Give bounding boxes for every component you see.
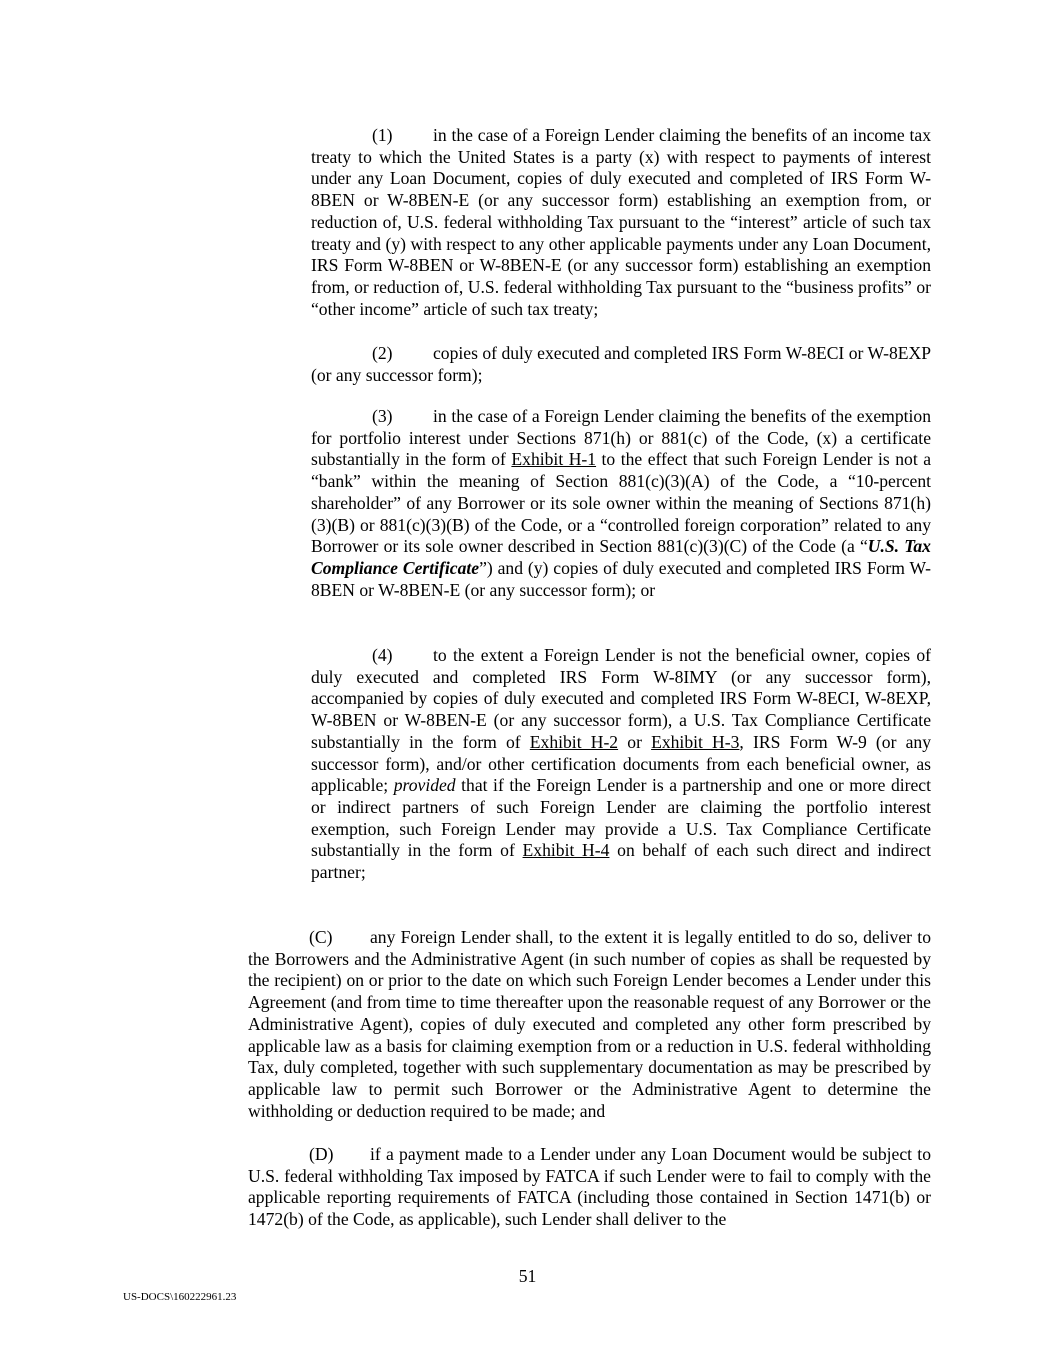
paragraph-3 [311, 406, 931, 601]
paragraph-4 [311, 645, 931, 884]
paragraph-c-marker: (C) [309, 927, 333, 947]
exhibit-h1-link[interactable]: Exhibit H-1 [511, 449, 597, 470]
paragraph-c-text: any Foreign Lender shall, to the extent it is legally entitled to do so, deliver to the Borrowers and the Administrative Agent (in such number of copies as shall be requested by the recipient) on or prior to the date on which such Foreign Lender becomes a Lender under this Agreement (and from time to time thereafter upon the reasonable request of any Borrower or the Administrative Agent), copies of duly executed and completed any other form prescribed by applicable law as a basis for claiming exemption from or a reduction in U.S. federal withholding Tax, duly completed, together with such supplementary documentation as may be prescribed by applicable law to permit such Borrower or the Administrative Agent to determine the withholding or deduction required to be made; and [248, 927, 931, 1121]
paragraph-1 [311, 125, 931, 320]
paragraph-4-text-e: on behalf of each such direct and indirect partner; [311, 840, 932, 883]
paragraph-d-marker: (D) [309, 1144, 334, 1164]
paragraph-4-text-c: , IRS Form W-9 (or any successor form), and/or other certification documents from each beneficial owner, as applicable; [311, 731, 932, 796]
paragraph-2-marker: (2) [372, 343, 393, 363]
paragraph-c [248, 927, 931, 1122]
paragraph-4-marker: (4) [372, 645, 393, 665]
defined-term: U.S. Tax Compliance Certificate [311, 536, 931, 578]
paragraph-3-text-b: to the effect that such Foreign Lender is not a “bank” within the meaning of Section 881(c)(3)(A) of the Code, a “10-percent shareholder” of any Borrower or its sole owner within the meaning of Sections 871(h)(3)(B) or 881(c)(3)(B) of the Code, or a “controlled foreign corporation” related to any Borrower or its sole owner described in Section 881(c)(3)(C) of the Code (a “ [311, 449, 932, 557]
paragraph-d [248, 1144, 931, 1231]
paragraph-2-text: copies of duly executed and completed IRS Form W-8ECI or W-8EXP (or any successor form); [311, 343, 931, 385]
paragraph-1-text: in the case of a Foreign Lender claiming the benefits of an income tax treaty to which the United States is a party (x) with respect to payments of interest under any Loan Document, copies of duly executed and completed of IRS Form W-8BEN or W-8BEN-E (or any successor form) establishing an exemption from, or reduction of, U.S. federal withholding Tax pursuant to the “interest” article of such tax treaty and (y) with respect to any other applicable payments under any Loan Document, IRS Form W-8BEN or W-8BEN-E (or any successor form) establishing an exemption from, or reduction of, U.S. federal withholding Tax pursuant to the “business profits” or “other income” article of such tax treaty; [311, 125, 931, 319]
paragraph-4-text-d: that if the Foreign Lender is a partnership and one or more direct or indirect partners of such Foreign Lender are claiming the portfolio interest exemption, such Foreign Lender may provide a U.S. Tax Compliance Certificate substantially in the form of [311, 775, 932, 861]
paragraph-3-text-c: ”) and (y) copies of duly executed and completed IRS Form W-8BEN or W-8BEN-E (or any successor form); or [311, 557, 931, 600]
paragraph-3-marker: (3) [372, 406, 393, 426]
exhibit-h4-link[interactable]: Exhibit H-4 [522, 840, 610, 861]
document-id: US-DOCS\160222961.23 [123, 1291, 237, 1303]
exhibit-h2-link[interactable]: Exhibit H-2 [529, 731, 619, 752]
paragraph-2 [311, 343, 931, 386]
provided-term: provided [393, 775, 456, 796]
paragraph-d-text: if a payment made to a Lender under any Loan Document would be subject to U.S. federal withholding Tax imposed by FATCA if such Lender were to fail to comply with the applicable reporting requirements of FATCA (including those contained in Section 1471(b) or 1472(b) of the Code, as applicable), such Lender shall deliver to the [248, 1144, 931, 1230]
paragraph-4-text-b: or [618, 731, 652, 752]
paragraph-4-text-a: to the extent a Foreign Lender is not the beneficial owner, copies of duly executed and completed IRS Form W-8IMY (or any successor form), accompanied by copies of duly executed and completed IRS Form W-8ECI, W-8EXP, W-8BEN or W-8BEN-E (or any successor form), a U.S. Tax Compliance Certificate substantially in the form of [311, 645, 931, 752]
paragraph-3-text-a: in the case of a Foreign Lender claiming the benefits of the exemption for portfolio interest under Sections 871(h) or 881(c) of the Code, (x) a certificate substantially in the form of [311, 406, 931, 470]
paragraph-1-marker: (1) [372, 125, 393, 145]
exhibit-h3-link[interactable]: Exhibit H-3 [651, 731, 740, 752]
page-number: 51 [518, 1266, 537, 1286]
